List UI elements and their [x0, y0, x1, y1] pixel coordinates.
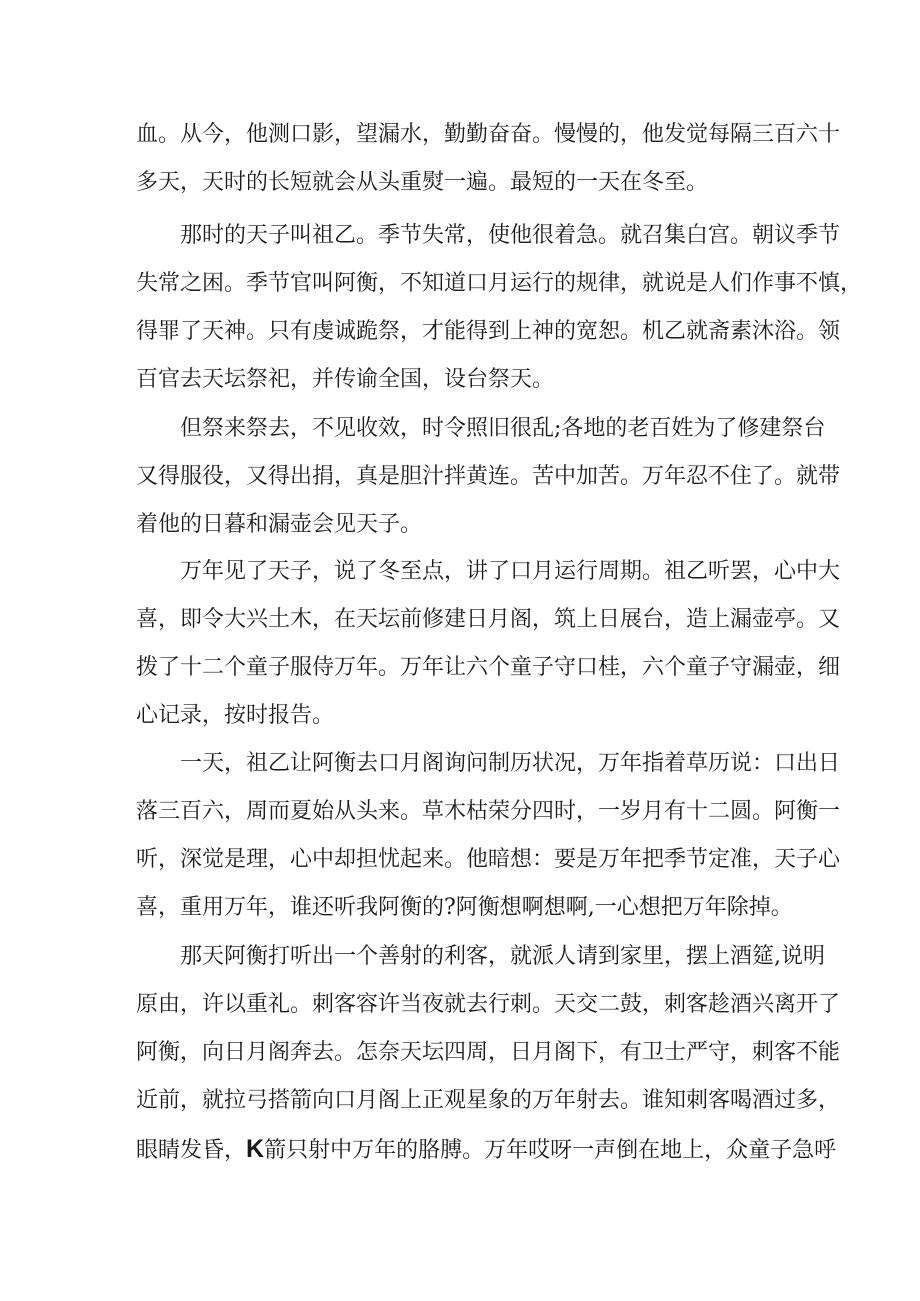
- text-line: 失常之困。季节官叫阿衡，不知道口月运行的规律，就说是人们作事不慎，: [136, 271, 863, 296]
- text-line: 百官去天坛祭祀，并传谕全国，设台祭天。: [136, 367, 555, 392]
- text-fragment: 眼睛发昏，: [136, 1138, 247, 1163]
- text-line: 多天，天时的长短就会从头重熨一遍。最短的一天在冬至。: [136, 170, 709, 195]
- text-line: 心记录，按时报告。: [136, 703, 335, 728]
- text-line: 拨了十二个童子服侍万年。万年让六个童子守口桂，六个童子守漏壶，细: [136, 655, 841, 680]
- text-line: 着他的日暮和漏壶会见天子。: [136, 512, 423, 537]
- text-line: [136, 1125, 837, 1173]
- text-line: 血。从今，他测口影，望漏水，勤勤奋奋。慢慢的，他发觉每隔三百六十: [136, 122, 841, 147]
- text-line: 万年见了天子，说了冬至点，讲了口月运行周期。祖乙听罢，心中大: [180, 559, 841, 584]
- text-line: 又得服役，又得出捐，真是胆汁拌黄连。苦中加苦。万年忍不住了。就带: [136, 464, 841, 489]
- text-line: 那时的天子叫祖乙。季节失常，使他很着急。就召集白宫。朝议季节: [180, 223, 841, 248]
- text-line: 一天，祖乙让阿衡去口月阁询问制历状况，万年指着草历说：口出日: [180, 751, 841, 776]
- text-fragment: 箭只射中万年的胳膊。万年哎呀一声倒在地上，众童子急呼: [264, 1138, 837, 1163]
- text-line: 落三百六，周而夏始从头来。草木枯荣分四时，一岁月有十二圆。阿衡一: [136, 799, 841, 824]
- paragraph-4: [136, 548, 841, 740]
- text-line: 喜，即令大兴土木，在天坛前修建日月阁，筑上日展台，造上漏壶亭。又: [136, 607, 841, 632]
- emphasis-letter: K: [246, 1135, 265, 1163]
- text-line: 近前，就拉弓搭箭向口月阁上正观星象的万年射去。谁知刺客喝酒过多，: [136, 1088, 841, 1113]
- text-line: 听，深觉是理，心中却担忧起来。他暗想：要是万年把季节定准，天子心: [136, 847, 841, 872]
- text-line: 阿衡，向日月阁奔去。怎奈天坛四周，日月阁下，有卫士严守，刺客不能: [136, 1040, 841, 1065]
- text-line: 得罪了天神。只有虔诚跪祭，才能得到上神的宽恕。机乙就斋素沐浴。领: [136, 319, 841, 344]
- paragraph-6: [136, 933, 841, 1173]
- paragraph-2: [136, 212, 863, 404]
- text-line: 那天阿衡打听出一个善射的利客，就派人请到家里，摆上酒筵,说明: [180, 944, 825, 969]
- text-line: 但祭来祭去，不见收效，时令照旧很乱;各地的老百姓为了修建祭台: [180, 416, 826, 441]
- paragraph-1: [136, 111, 841, 207]
- paragraph-3: [136, 405, 841, 549]
- text-line: 喜，重用万年，谁还听我阿衡的?阿衡想啊想啊,一心想把万年除掉。: [136, 895, 793, 920]
- paragraph-5: [136, 740, 841, 932]
- text-line: 原由，许以重礼。刺客容许当夜就去行刺。天交二鼓，刺客趁酒兴离开了: [136, 992, 841, 1017]
